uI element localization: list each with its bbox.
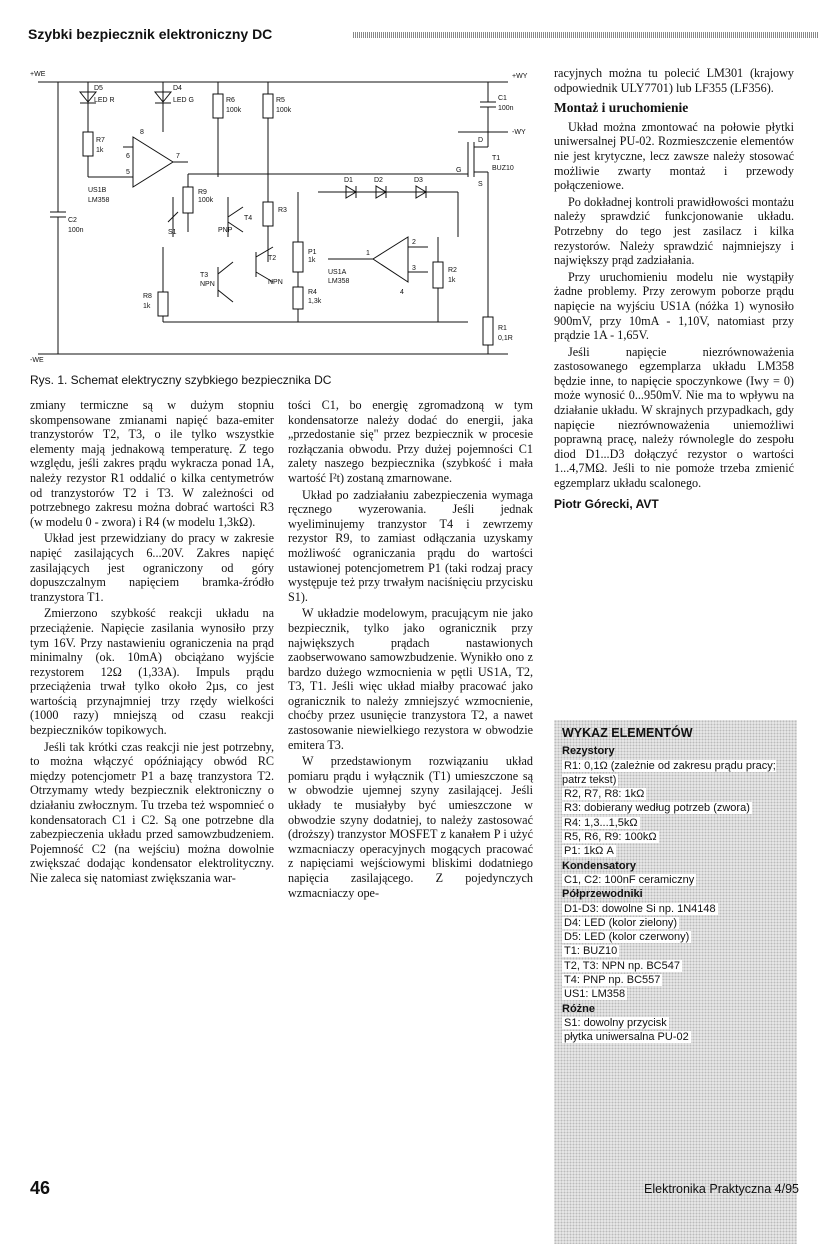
label-us1a: US1A (328, 269, 347, 276)
label-t1v: BUZ10 (492, 165, 514, 172)
label-r1: R1 (498, 325, 507, 332)
parts-item: T2, T3: NPN np. BC547 (564, 959, 680, 972)
text-column-1 (30, 398, 274, 888)
parts-item: US1: LM358 (564, 988, 626, 1001)
label-pin-g: G (456, 167, 462, 174)
label-r9v: 100k (198, 197, 214, 204)
label-wy-minus: -WY (512, 129, 526, 136)
label-pin-1: 1 (366, 250, 370, 257)
label-r3: R3 (278, 207, 287, 214)
paragraph: Układ po zadziałaniu zabezpieczenia wymaga ręcznego wyzerowania. Jeśli jednak wyeliminujemy tranzystor T4 i zewrzemy rezystor R9, to zamiast odłączania uzyskamy możliwość ograniczania prądu do wartości ustawionej potencjometrem P1 (taki rodzaj pracy występuje też przy trwałym naciśnięciu przycisku S1). (288, 487, 533, 604)
label-t2v: NPN (268, 279, 283, 286)
text-column-2 (288, 398, 533, 902)
label-c1: C1 (498, 95, 507, 102)
label-d3: D3 (414, 177, 423, 184)
magazine-issue: Elektronika Praktyczna 4/95 (644, 1182, 799, 1196)
paragraph: Jeśli napięcie niezrównoważenia zastosowanego egzemplarza układu LM358 będzie inne, to napięcie spoczynkowe (Iwy = 0) może wynosić 0...950mV. Nie ma to wpływu na działanie układu. W skrajnych przypadkach, gdy napięcie niezrównoważenia uniemożliwi poprawną pracę, należy równolegle do zespołu diod D1...D3 dołączyć rezystor o wartości 1...4,7MΩ. Jeśli to nie pomoże trzeba zmienić egzemplarz układu scalonego. (554, 344, 794, 491)
label-we-plus: +WE (30, 71, 46, 78)
label-pin-8: 8 (140, 129, 144, 136)
label-r8v: 1k (143, 303, 151, 310)
text-column-3 (554, 66, 794, 511)
paragraph: Układ można zmontować na połowie płytki uniwersalnej PU-02. Rozmieszczenie elementów nie jest krytyczne, lecz zawsze należy stosować możliwie zwarty montaż i przewody połączeniowe. (554, 119, 794, 193)
label-c2: C2 (68, 217, 77, 224)
parts-item: D5: LED (kolor czerwony) (564, 931, 690, 944)
paragraph: racyjnych można tu polecić LM301 (krajowy odpowiednik ULY7701) lub LF355 (LF356). (554, 66, 794, 95)
paragraph: Układ jest przewidziany do pracy w zakresie napięć zasilających 6...20V. Zakres napięć zasilających jest ograniczony od góry dopuszczalnym napięciem bramka-źródło tranzystora T1. (30, 531, 274, 604)
label-t4v: PNP (218, 227, 233, 234)
label-r4: R4 (308, 289, 317, 296)
label-pin-d: D (478, 137, 484, 144)
author: Piotr Górecki, AVT (554, 496, 659, 511)
paragraph: zmiany termiczne są w dużym stopniu skompensowane zmianami napięć baza-emiter tranzystorów T2, T3, o ile tylko wszystkie elementy mają jednakową temperaturę. Z tego względu, jeśli zakres prądu wykracza ponad 1A, należy rezystor R1 oddalić o kilka centymetrów od tranzystorów T2 i T3. W zależności od potrzebnego zakresu można dobrać wartości R3 (w modelu 0 - zwora) i R4 (w modelu 1,3kΩ). (30, 398, 274, 529)
label-r4v: 1,3k (308, 298, 322, 305)
label-t3v: NPN (200, 281, 215, 288)
parts-item: płytka uniwersalna PU-02 (564, 1031, 689, 1044)
label-r6: R6 (226, 97, 235, 104)
label-t4: T4 (244, 215, 253, 222)
label-p1: P1 (308, 249, 317, 256)
label-d1: D1 (344, 177, 353, 184)
label-pin-5: 5 (126, 169, 130, 176)
parts-category: Różne (562, 1002, 595, 1015)
paragraph: Jeśli tak krótki czas reakcji nie jest potrzebny, to można włączyć opóźniający obwód RC między potencjometr P1 a bazę tranzystora T2. Otrzymamy wtedy bezpiecznik elektroniczny o działaniu zwłocznym. Tu trzeba też wspomnieć o kondensatorach C1 i C2. Są one potrzebne dla zabezpieczenia układu przed samowzbudzeniem. Pojemność C2 (na wejściu) można dowolnie zwiększać dodając kondensator elektrolityczny. Nie zaleca się natomiast zwiększania war- (30, 739, 274, 885)
parts-item: R5, R6, R9: 100kΩ (564, 831, 657, 844)
label-s1: S1 (168, 229, 177, 236)
label-r6v: 100k (226, 107, 242, 114)
label-pin-4: 4 (400, 289, 404, 296)
label-t1: T1 (492, 155, 501, 162)
label-us1b: US1B (88, 187, 107, 194)
paragraph: tości C1, bo energię zgromadzoną w tym kondensatorze należy dodać do energii, jaka „przedostanie się" przez bezpiecznik w procesie rozłączania obwodu. Przy dużej pojemności C1 zalety naszego bezpiecznika (szybkość i mała wartość I²t) zostaną zmarnowane. (288, 398, 533, 485)
parts-item: R1: 0,1Ω (zależnie od zakresu prądu pracy; patrz tekst) (562, 759, 776, 786)
label-r1v: 0,1R (498, 335, 513, 342)
label-r7v: 1k (96, 147, 104, 154)
label-r5: R5 (276, 97, 285, 104)
label-c2v: 100n (68, 227, 84, 234)
label-r8: R8 (143, 293, 152, 300)
parts-item: T1: BUZ10 (564, 945, 618, 958)
parts-item: R2, R7, R8: 1kΩ (564, 788, 645, 801)
label-d5: D5 (94, 85, 103, 92)
schematic-diagram (28, 62, 548, 362)
header-title: Szybki bezpiecznik elektroniczny DC (28, 26, 273, 42)
parts-item: T4: PNP np. BC557 (564, 974, 661, 987)
label-t3: T3 (200, 272, 209, 279)
label-us1av: LM358 (328, 278, 350, 285)
label-d4: D4 (173, 85, 182, 92)
paragraph: Po dokładnej kontroli prawidłowości montażu należy sprawdzić funkcjonowanie układu. Potrzebny do tego jest zasilacz i kilka rezystorów. Należy sprawdzić najmniejszy i największy prąd zadziałania. (554, 194, 794, 268)
parts-item: D1-D3: dowolne Si np. 1N4148 (564, 902, 716, 915)
label-wy-plus: +WY (512, 73, 528, 80)
label-d2: D2 (374, 177, 383, 184)
page-header (28, 22, 798, 50)
label-pin-7: 7 (176, 153, 180, 160)
label-d5v: LED R (94, 97, 115, 104)
label-pin-s: S (478, 181, 483, 188)
parts-item: R3: dobierany według potrzeb (zwora) (564, 802, 750, 815)
parts-category: Rezystory (562, 745, 615, 758)
parts-item: D4: LED (kolor zielony) (564, 916, 678, 929)
label-r7: R7 (96, 137, 105, 144)
label-r2v: 1k (448, 277, 456, 284)
label-us1bv: LM358 (88, 197, 110, 204)
label-p1v: 1k (308, 257, 316, 264)
label-pin-3: 3 (412, 265, 416, 272)
label-pin-2: 2 (412, 239, 416, 246)
parts-list-box (554, 720, 797, 1244)
parts-item: R4: 1,3...1,5kΩ (564, 816, 638, 829)
paragraph: W układzie modelowym, pracującym nie jako bezpiecznik, tylko jako ogranicznik przy największych prądach nastawionych zaobserwowano samowzbudzenie. Wynikło ono z bardzo dużego wzmocnienia w pętli US1A, T2, T3, T1. Jeśli więc układ miałby pracować jako ogranicznik to należy zmniejszyć wzmocnienie, choćby przez usunięcie tranzystora T2, a nawet zastosowanie niewielkiego rezystora w obwodzie emitera T3. (288, 606, 533, 752)
parts-item: P1: 1kΩ A (564, 845, 614, 858)
page-number: 46 (30, 1178, 51, 1198)
header-rule (353, 32, 818, 38)
parts-list-title: WYKAZ ELEMENTÓW (562, 726, 693, 740)
label-r9: R9 (198, 189, 207, 196)
label-r5v: 100k (276, 107, 292, 114)
label-d4v: LED G (173, 97, 195, 104)
parts-category: Kondensatory (562, 859, 636, 872)
paragraph: Zmierzono szybkość reakcji układu na przeciążenie. Napięcie zasilania wynosiło przy tym 16V. Przy nastawieniu ograniczenia na prąd minimalny (ok. 10mA) obciążano wyjście rezystorem 12Ω (1,33A). Impuls prądu przeciążenia trwał tylko około 2µs, co jest wartością przynajmniej trzy rzędy wielkości (1000 razy) mniejszą od czasu reakcji bezpieczników topikowych. (30, 606, 274, 738)
parts-category: Półprzewodniki (562, 888, 643, 901)
section-heading: Montaż i uruchomienie (554, 100, 689, 116)
paragraph: Przy uruchomieniu modelu nie wystąpiły żadne problemy. Przy zerowym poborze prądu napięcie na wyjściu US1A (nóżka 1) wynosiło 900mV, przy 10mA - 1,10V, natomiast przy prądzie 1A - 1,65V. (554, 269, 794, 343)
label-pin-6: 6 (126, 153, 130, 160)
paragraph: W przedstawionym rozwiązaniu układ pomiaru prądu i wyłącznik (T1) umieszczone są w obwodzie ujemnej szyny zasilającej. Jeśli układy te musiałyby być umieszczone w obwodzie szyny dodatniej, to należy zastosować (droższy) tranzystor MOSFET z kanałem P i użyć wzmacniaczy operacyjnych mogących pracować z napięciami wejściowymi bliskimi dodatniego napięcia zasilającego. Z pojedynczych wzmacniaczy ope- (288, 754, 533, 900)
parts-item: S1: dowolny przycisk (564, 1016, 667, 1029)
label-t2: T2 (268, 255, 277, 262)
label-we-minus: -WE (30, 357, 44, 362)
label-c1v: 100n (498, 105, 514, 112)
parts-item: C1, C2: 100nF ceramiczny (564, 873, 695, 886)
label-r2: R2 (448, 267, 457, 274)
figure-caption: Rys. 1. Schemat elektryczny szybkiego bezpiecznika DC (30, 373, 332, 387)
